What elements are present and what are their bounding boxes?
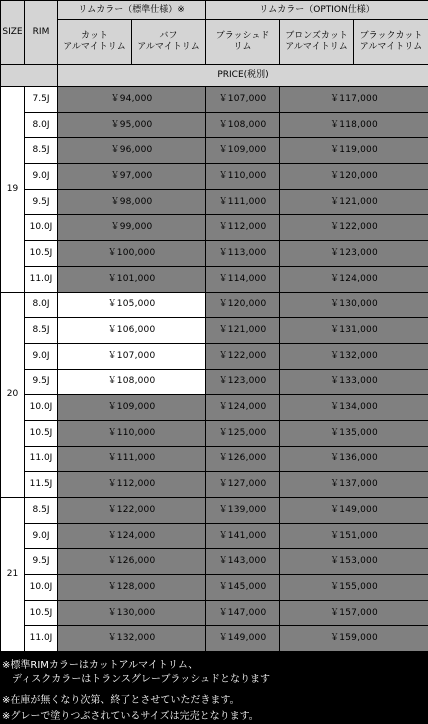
rim-cell: 11.5J [25, 472, 58, 498]
rim-cell: 10.0J [25, 395, 58, 421]
option-price-cell: ￥122,000 [280, 215, 428, 241]
size-header: SIZE [1, 1, 25, 65]
standard-price-cell: ￥109,000 [58, 395, 206, 421]
standard-price-cell: ￥108,000 [58, 369, 206, 395]
brushed-price-cell: ￥120,000 [206, 292, 280, 318]
table-row [1, 343, 428, 369]
rim-cell: 11.0J [25, 266, 58, 292]
brushed-price-cell: ￥143,000 [206, 549, 280, 575]
table-row [1, 87, 428, 113]
table-row [1, 498, 428, 524]
rim-cell: 9.5J [25, 189, 58, 215]
standard-price-cell: ￥96,000 [58, 138, 206, 164]
standard-price-cell: ￥95,000 [58, 112, 206, 138]
rim-cell: 10.5J [25, 420, 58, 446]
option-price-cell: ￥137,000 [280, 472, 428, 498]
option-price-cell: ￥120,000 [280, 164, 428, 190]
bronze-cut-header: ブロンズカット アルマイトリム [280, 20, 354, 65]
rim-cell: 11.0J [25, 446, 58, 472]
option-price-cell: ￥159,000 [280, 626, 428, 652]
table-row [1, 395, 428, 421]
table-row [1, 241, 428, 267]
rim-cell: 8.5J [25, 498, 58, 524]
rim-cell: 9.5J [25, 549, 58, 575]
option-price-cell: ￥135,000 [280, 420, 428, 446]
standard-price-cell: ￥105,000 [58, 292, 206, 318]
rim-cell: 10.5J [25, 241, 58, 267]
standard-price-cell: ￥100,000 [58, 241, 206, 267]
table-row [1, 420, 428, 446]
brushed-price-cell: ￥139,000 [206, 498, 280, 524]
brushed-price-cell: ￥108,000 [206, 112, 280, 138]
table-row [1, 575, 428, 601]
brushed-price-cell: ￥121,000 [206, 318, 280, 344]
option-price-cell: ￥155,000 [280, 575, 428, 601]
rim-cell: 10.0J [25, 575, 58, 601]
table-body [1, 87, 428, 652]
table-row [1, 215, 428, 241]
table-row [1, 446, 428, 472]
brushed-price-cell: ￥141,000 [206, 523, 280, 549]
option-price-cell: ￥134,000 [280, 395, 428, 421]
standard-group-header: リムカラー（標準仕様）※ [58, 1, 206, 20]
black-cut-header: ブラックカット アルマイトリム [354, 20, 428, 65]
standard-price-cell: ￥126,000 [58, 549, 206, 575]
option-price-cell: ￥118,000 [280, 112, 428, 138]
brushed-price-cell: ￥112,000 [206, 215, 280, 241]
option-price-cell: ￥157,000 [280, 600, 428, 626]
standard-price-cell: ￥98,000 [58, 189, 206, 215]
standard-price-cell: ￥132,000 [58, 626, 206, 652]
rim-cell: 11.0J [25, 626, 58, 652]
table-row [1, 266, 428, 292]
rim-cell: 9.0J [25, 164, 58, 190]
notes [0, 658, 428, 724]
table-row [1, 600, 428, 626]
option-price-cell: ￥136,000 [280, 446, 428, 472]
table-row [1, 112, 428, 138]
rim-cell: 9.5J [25, 369, 58, 395]
standard-price-cell: ￥128,000 [58, 575, 206, 601]
rim-header: RIM [25, 1, 58, 65]
price-label: PRICE(税別) [58, 65, 428, 87]
brushed-price-cell: ￥145,000 [206, 575, 280, 601]
standard-price-cell: ￥97,000 [58, 164, 206, 190]
note-standard-rim: ※標準RIMカラーはカットアルマイトリム、 [2, 660, 199, 671]
rim-cell: 10.5J [25, 600, 58, 626]
standard-price-cell: ￥110,000 [58, 420, 206, 446]
size-cell: 19 [1, 87, 25, 293]
standard-price-cell: ￥130,000 [58, 600, 206, 626]
table-header [1, 1, 428, 87]
option-price-cell: ￥131,000 [280, 318, 428, 344]
rim-cell: 10.0J [25, 215, 58, 241]
standard-price-cell: ￥111,000 [58, 446, 206, 472]
option-price-cell: ￥123,000 [280, 241, 428, 267]
table-row [1, 318, 428, 344]
note-sold-out: ※グレーで塗りつぶされているサイズは完売となります。 [2, 711, 259, 722]
note-stock: ※在庫が無くなり次第、終了とさせていただきます。 [2, 695, 240, 706]
brushed-price-cell: ￥147,000 [206, 600, 280, 626]
rim-cell: 8.0J [25, 112, 58, 138]
buff-alumite-header: バフ アルマイトリム [132, 20, 206, 65]
standard-price-cell: ￥94,000 [58, 87, 206, 113]
standard-price-cell: ￥122,000 [58, 498, 206, 524]
standard-price-cell: ￥99,000 [58, 215, 206, 241]
brushed-price-cell: ￥126,000 [206, 446, 280, 472]
table-row [1, 523, 428, 549]
brushed-price-cell: ￥113,000 [206, 241, 280, 267]
option-price-cell: ￥133,000 [280, 369, 428, 395]
table-row [1, 164, 428, 190]
brushed-price-cell: ￥125,000 [206, 420, 280, 446]
option-price-cell: ￥117,000 [280, 87, 428, 113]
option-price-cell: ￥119,000 [280, 138, 428, 164]
brushed-rim-header: ブラッシュド リム [206, 20, 280, 65]
option-price-cell: ￥153,000 [280, 549, 428, 575]
rim-cell: 9.0J [25, 523, 58, 549]
cut-alumite-header: カット アルマイトリム [58, 20, 132, 65]
standard-price-cell: ￥101,000 [58, 266, 206, 292]
note-disc-color: ディスクカラーはトランスグレーブラッシュドとなります [12, 674, 270, 685]
rim-cell: 8.0J [25, 292, 58, 318]
rim-cell: 7.5J [25, 87, 58, 113]
standard-price-cell: ￥124,000 [58, 523, 206, 549]
brushed-price-cell: ￥111,000 [206, 189, 280, 215]
brushed-price-cell: ￥149,000 [206, 626, 280, 652]
option-price-cell: ￥132,000 [280, 343, 428, 369]
brushed-price-cell: ￥110,000 [206, 164, 280, 190]
rim-cell: 9.0J [25, 343, 58, 369]
option-group-header: リムカラー（OPTION仕様） [206, 1, 428, 20]
standard-price-cell: ￥106,000 [58, 318, 206, 344]
rim-cell: 8.5J [25, 318, 58, 344]
brushed-price-cell: ￥124,000 [206, 395, 280, 421]
table-row [1, 369, 428, 395]
table-row [1, 138, 428, 164]
table-row [1, 292, 428, 318]
option-price-cell: ￥151,000 [280, 523, 428, 549]
option-price-cell: ￥121,000 [280, 189, 428, 215]
option-price-cell: ￥130,000 [280, 292, 428, 318]
size-cell: 21 [1, 498, 25, 652]
table-row [1, 189, 428, 215]
brushed-price-cell: ￥127,000 [206, 472, 280, 498]
rim-cell: 8.5J [25, 138, 58, 164]
size-cell: 20 [1, 292, 25, 498]
brushed-price-cell: ￥114,000 [206, 266, 280, 292]
table-row [1, 472, 428, 498]
standard-price-cell: ￥112,000 [58, 472, 206, 498]
table-row [1, 549, 428, 575]
table-row [1, 626, 428, 652]
brushed-price-cell: ￥107,000 [206, 87, 280, 113]
option-price-cell: ￥149,000 [280, 498, 428, 524]
brushed-price-cell: ￥123,000 [206, 369, 280, 395]
standard-price-cell: ￥107,000 [58, 343, 206, 369]
option-price-cell: ￥124,000 [280, 266, 428, 292]
brushed-price-cell: ￥109,000 [206, 138, 280, 164]
brushed-price-cell: ￥122,000 [206, 343, 280, 369]
header-spacer [1, 65, 58, 87]
